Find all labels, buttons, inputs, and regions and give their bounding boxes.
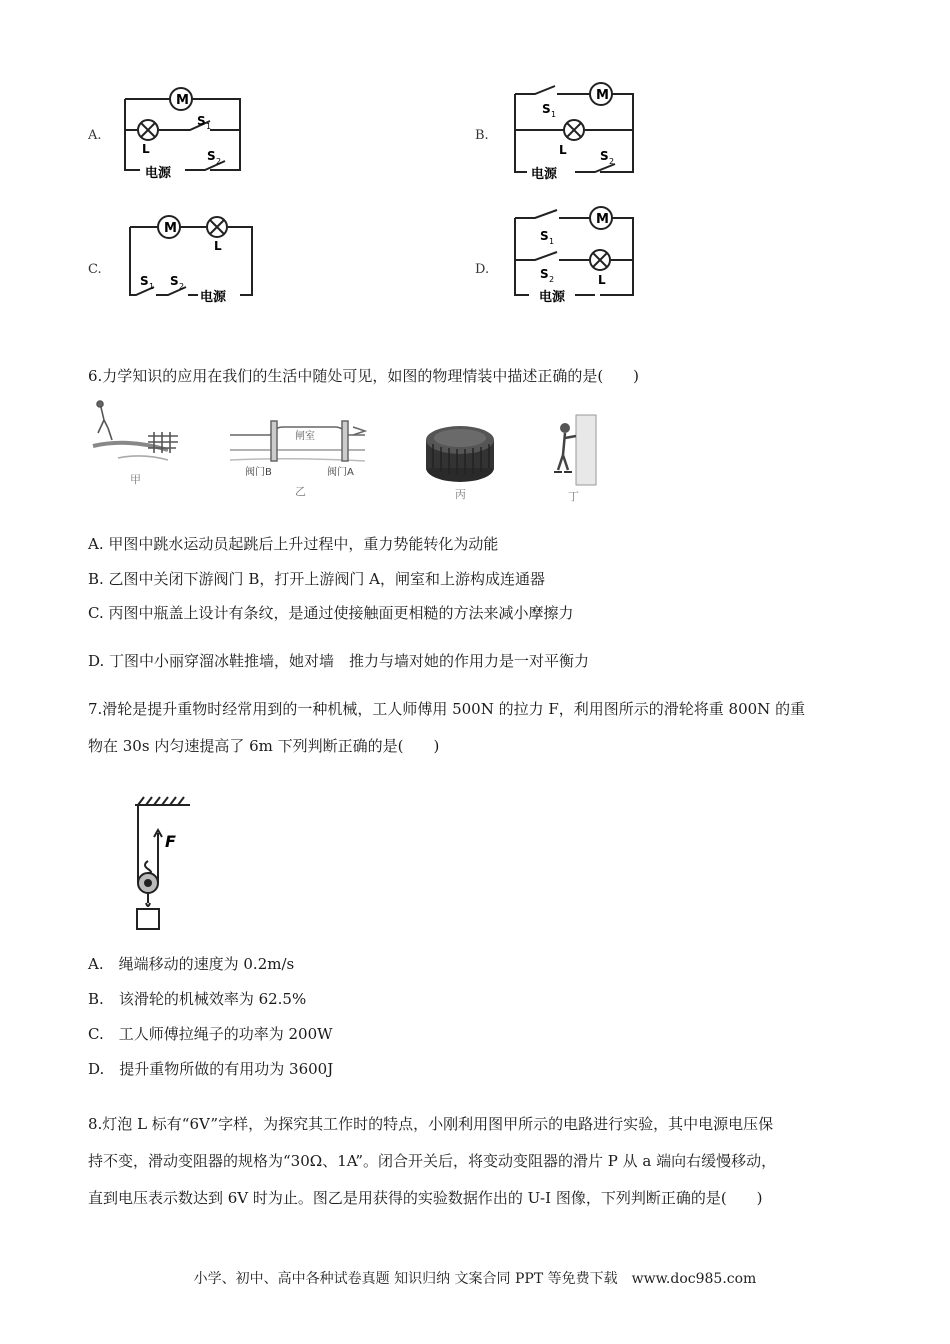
- q6-option-d: D. 丁图中小丽穿溜冰鞋推墙，她对墙 推力与墙对她的作用力是一对平衡力: [88, 652, 590, 670]
- source-label: 电源: [200, 290, 227, 305]
- q7-option-a-label: A.: [88, 955, 104, 973]
- option-d-label: D.: [475, 262, 490, 277]
- s1-label: S: [542, 102, 551, 116]
- s2-sub: 2: [179, 282, 185, 291]
- force-f-label: F: [165, 832, 176, 851]
- q6-option-a: A. 甲图中跳水运动员起跳后上升过程中，重力势能转化为动能: [88, 535, 499, 553]
- motor-label: M: [164, 221, 177, 236]
- q7-option-c-text: 工人师傅拉绳子的功率为 200W: [118, 1025, 333, 1043]
- q7-option-b: [88, 989, 306, 1009]
- q7-option-d: [88, 1059, 333, 1079]
- s2-label: S: [207, 149, 216, 163]
- option-a-label: A.: [88, 128, 102, 143]
- s1-sub: 1: [549, 237, 555, 246]
- figure-yi-shiplock: [225, 405, 370, 500]
- lock-chamber-label: 闸室: [295, 431, 315, 442]
- valve-a-label: 阀门A: [327, 467, 354, 478]
- figure-ding-pushwall: [548, 410, 603, 505]
- figure-ding-caption: 丁: [568, 490, 579, 503]
- question-8-line1: 8.灯泡 L 标有“6V”字样，为探究其工作时的特点，小刚利用图甲所示的电路进行实验，其中电源电压保: [88, 1115, 774, 1133]
- lamp-label: L: [214, 239, 222, 253]
- s2-sub: 2: [609, 157, 615, 166]
- q6-option-c: C. 丙图中瓶盖上设计有条纹，是通过使接触面更相糙的方法来减小摩擦力: [88, 604, 574, 622]
- s1-label: S: [540, 229, 549, 243]
- motor-label: M: [596, 88, 609, 103]
- source-label: 电源: [145, 166, 172, 181]
- s2-label: S: [540, 267, 549, 281]
- motor-label: M: [596, 212, 609, 227]
- lamp-label: L: [559, 143, 567, 157]
- s1-label: S: [140, 274, 149, 288]
- figure-jia-diving: [88, 398, 188, 498]
- circuit-c-diagram: [120, 205, 260, 310]
- q7-option-c-label: C.: [88, 1025, 104, 1043]
- figure-yi-caption: 乙: [295, 485, 306, 498]
- option-b-label: B.: [475, 128, 489, 143]
- s1-sub: 1: [206, 122, 212, 131]
- s2-label: S: [170, 274, 179, 288]
- figure-bing-bottlecap: [415, 410, 505, 505]
- question-7-stem-line2: 物在 30s 内匀速提高了 6m 下列判断正确的是( ): [88, 737, 440, 755]
- question-8-line3: 直到电压表示数达到 6V 时为止。图乙是用获得的实验数据作出的 U-I 图像，下列判断正确的是( ): [88, 1189, 763, 1207]
- figure-jia-caption: 甲: [130, 473, 141, 486]
- q7-option-d-label: D.: [88, 1060, 105, 1078]
- lamp-label: L: [598, 273, 606, 287]
- question-7-stem-line1: 7.滑轮是提升重物时经常用到的一种机械，工人师傅用 500N 的拉力 F，利用图所示的滑轮将重 800N 的重: [88, 700, 806, 718]
- pulley-diagram: [120, 795, 205, 935]
- q7-option-a: [88, 954, 294, 974]
- q7-option-b-label: B.: [88, 990, 104, 1008]
- question-6-stem: 6.力学知识的应用在我们的生活中随处可见，如图的物理情装中描述正确的是( ): [88, 367, 640, 385]
- s2-label: S: [600, 149, 609, 163]
- page-footer: 小学、初中、高中各种试卷真题 知识归纳 文案合同 PPT 等免费下载 www.doc985.com: [193, 1271, 757, 1287]
- q7-option-d-text: 提升重物所做的有用功为 3600J: [119, 1060, 334, 1078]
- source-label: 电源: [539, 290, 566, 305]
- s2-sub: 2: [216, 157, 222, 166]
- lamp-label: L: [142, 142, 150, 156]
- motor-label: M: [176, 93, 189, 108]
- figure-bing-caption: 丙: [455, 488, 466, 501]
- s1-sub: 1: [149, 282, 155, 291]
- option-c-label: C.: [88, 262, 102, 277]
- valve-b-label: 阀门B: [245, 467, 272, 478]
- source-label: 电源: [531, 167, 558, 180]
- s2-sub: 2: [549, 275, 555, 284]
- circuit-a-diagram: [115, 85, 245, 185]
- q7-option-a-text: 绳端移动的速度为 0.2m/s: [118, 955, 295, 973]
- question-8-line2: 持不变，滑动变阻器的规格为“30Ω、1A”。闭合开关后，将变动变阻器的滑片 P 从 a 端向右缓慢移动，: [88, 1152, 777, 1170]
- circuit-b-diagram: [505, 80, 640, 180]
- s1-sub: 1: [551, 110, 557, 119]
- circuit-d-diagram: [505, 200, 640, 305]
- q7-option-c: [88, 1024, 333, 1044]
- s1-label: S: [197, 114, 206, 128]
- q7-option-b-text: 该滑轮的机械效率为 62.5%: [118, 990, 307, 1008]
- q6-option-b: B. 乙图中关闭下游阀门 B，打开上游阀门 A，闸室和上游构成连通器: [88, 570, 545, 588]
